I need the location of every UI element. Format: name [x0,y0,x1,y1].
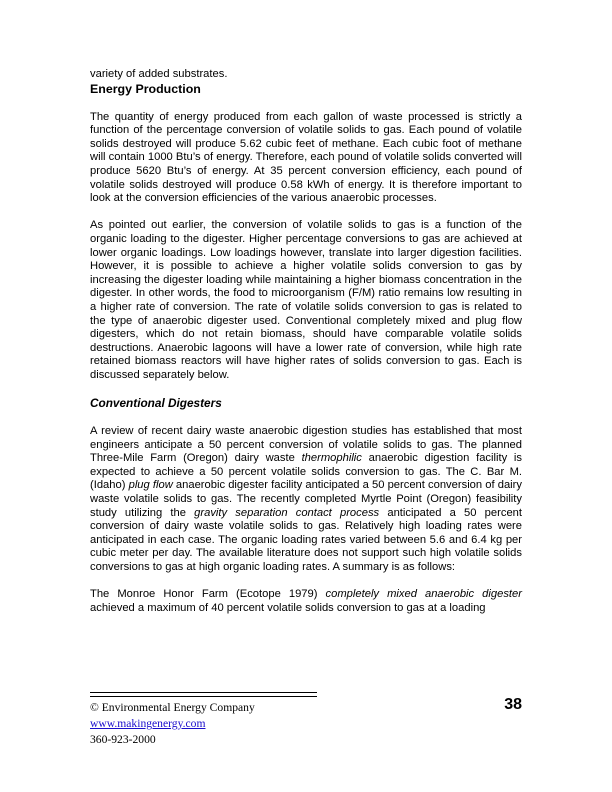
footer-website-link[interactable]: www.makingenergy.com [90,717,206,730]
footer-phone: 360-923-2000 [90,733,156,746]
italic-term: gravity separation contact process [194,506,380,519]
text-run: achieved a maximum of 40 percent volatile solids conversion to gas at a loading [90,601,486,614]
paragraph-organic-loading: As pointed out earlier, the conversion of volatile solids to gas is a function of the organic loading to the digester. Higher percentage conversions to gas are achieved at lower organic loadings. Low loadings however, translate into larger digestion facilities. However, it is possible to achieve a higher volatile solids conversion to gas by increasing the digester loading while maintaining a higher biomass concentration in the digester. In other words, the food to microorganism (F/M) ratio remains low resulting in a higher rate of conversion. The rate of volatile solids conversion to gas is related to the type of anaerobic digester used. Conventional completely mixed and plug flow digesters, which do not retain biomass, should have comparable volatile solids destructions. Anaerobic lagoons will have a lower rate of conversion, while high rate retained biomass reactors will have higher rates of solids conversion to gas. Each is discussed separately below. [90,219,522,381]
paragraph-monroe-farm [90,588,522,615]
text-run: anaerobic digester facility anticipated a 50 percent conversion of dairy waste volatile solids to gas. The recently completed Myrtle Point (Oregon) feasibility study utilizing the [90,479,522,519]
text-run: anticipated a 50 percent conversion of dairy waste volatile solids to gas. Relatively high loading rates were anticipated in each case. The organic loading rates varied between 5.6 and 6.4 kg per cubic meter per day. The available literature does not support such high volatile solids conversions to gas at high organic loading rates. A summary is as follows: [90,506,522,573]
intro-fragment: variety of added substrates. [90,68,228,80]
document-body [90,68,522,615]
paragraph-energy-conversion: The quantity of energy produced from each gallon of waste processed is strictly a function of the percentage conversion of volatile solids to gas. Each pound of volatile solids destroyed will produce 5.62 cubic feet of methane. Each cubic foot of methane will contain 1000 Btu’s of energy. Therefore, each pound of volatile solids converted will produce 5620 Btu’s of energy. At 35 percent conversion efficiency, each pound of volatile solids destroyed will produce 0.58 kWh of energy. It is therefore important to look at the conversion efficiencies of the various anaerobic processes. [90,110,522,205]
footer [90,700,255,748]
italic-term: completely mixed anaerobic digester [325,588,522,601]
footer-company: © Environmental Energy Company [90,701,255,714]
page-number: 38 [504,696,522,713]
italic-term: thermophilic [301,452,362,465]
footer-divider-top [90,692,317,693]
footer-divider-bottom [90,696,317,697]
text-run: The Monroe Honor Farm (Ecotope 1979) [90,588,326,601]
text-run: A review of recent dairy waste anaerobic digestion studies has established that most engineers anticipate a 50 percent conversion of volatile solids to gas. The planned Three-Mile Farm (Oregon) dairy waste [90,425,522,465]
subsection-heading: Conventional Digesters [90,396,222,411]
text-run: anaerobic digestion facility is expected to achieve a 50 percent volatile solids conversion to gas. The C. Bar M. (Idaho) [90,452,522,492]
italic-term: plug flow [128,479,173,492]
paragraph-dairy-studies [90,425,522,575]
section-heading: Energy Production [90,81,201,96]
